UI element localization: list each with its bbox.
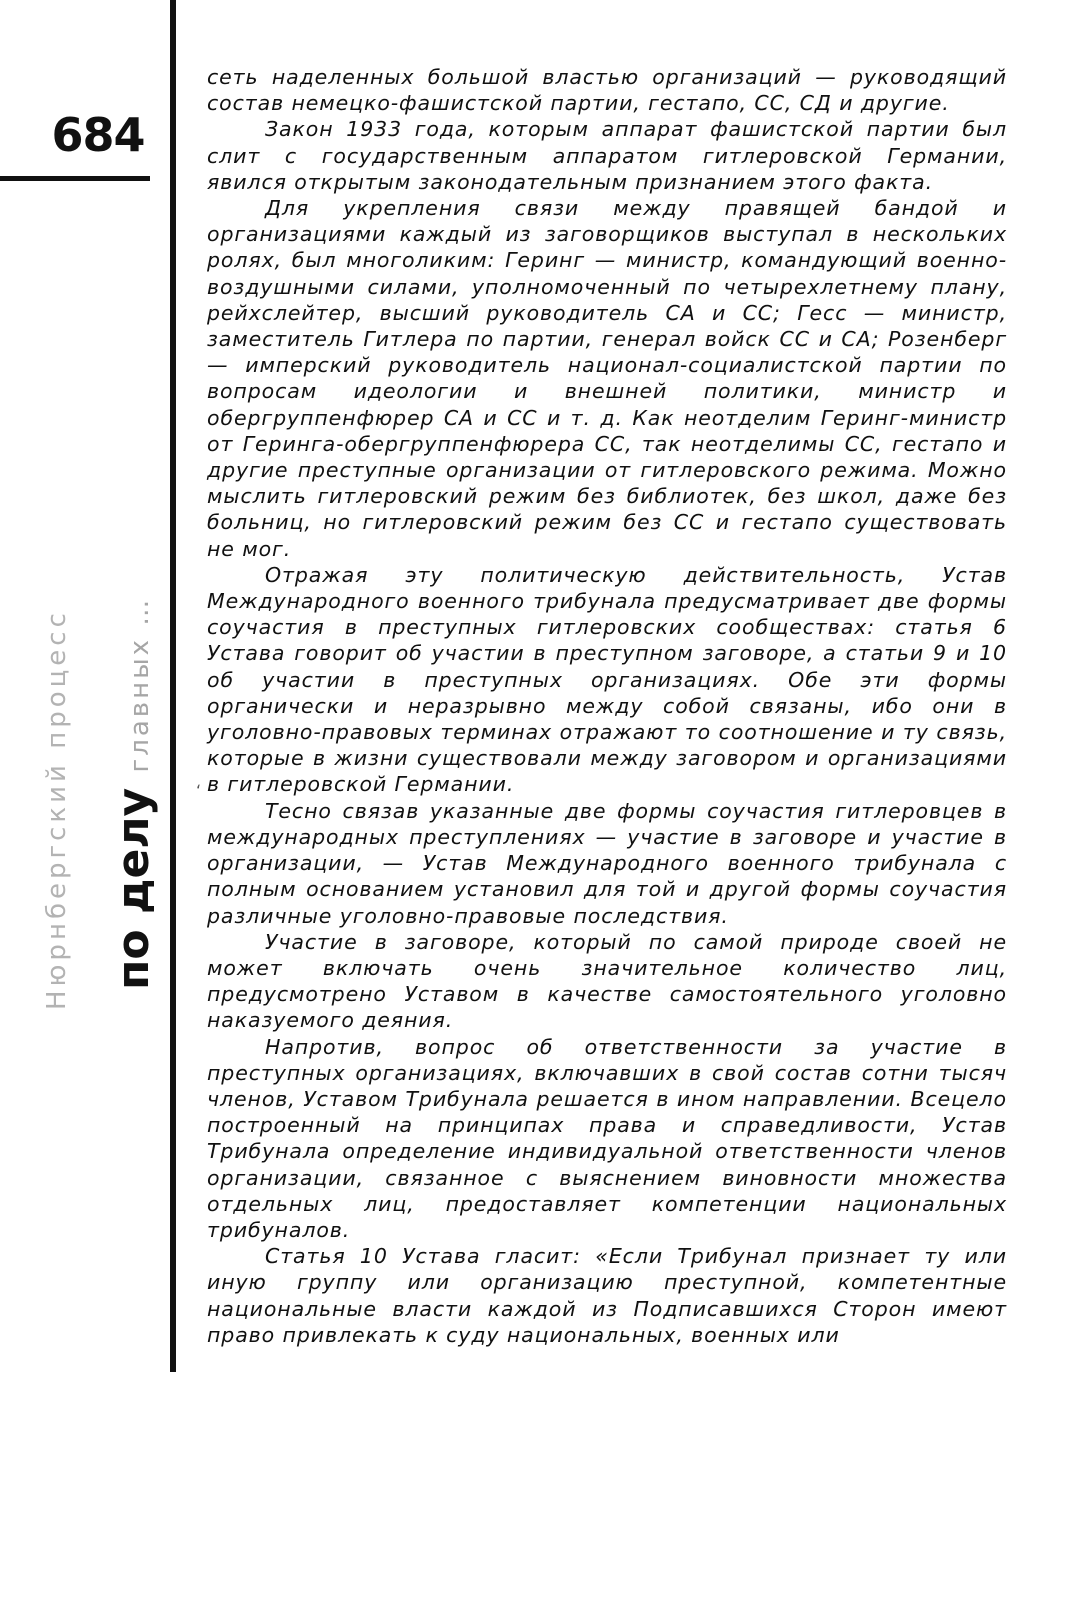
page-number: 684 [51, 108, 145, 162]
header-rule [0, 176, 150, 181]
running-title-main: по делу [108, 787, 159, 990]
running-title-faint: Нюрнбергский процесс [42, 609, 72, 1010]
paragraph: Напротив, вопрос об ответственности за участие в преступных организациях, включавших в свой состав сотни тысяч членов, Уставом Трибунала решается в ином направлении. Всецело построенный на принципах права и справедливости, Устав Трибунала определение индивидуальной ответственности членов организации, связанное с выяснением виновности множества отдельных лиц, предоставляет компетенции национальных трибуналов. [207, 1034, 1007, 1242]
body-text [207, 64, 1007, 1348]
paragraph-continuation: сеть наделенных большой властью организаций — руководящий состав немецко-фашистской партии, гестапо, СС, СД и другие. [207, 65, 1007, 116]
running-title-faded: главных … [125, 596, 155, 773]
margin-rule [170, 0, 176, 1372]
margin-mark: ‘ [196, 781, 202, 800]
paragraph: Отражая эту политическую действительность, Устав Международного военного трибунала предусматривает две формы соучастия в преступных гитлеровских сообществах: статья 6 Устава говорит об участии в преступном заговоре, а статьи 9 и 10 об участии в преступных организациях. Обе эти формы органически и неразрывно между собой связаны, ибо они в уголовно-правовых терминах отражают то соотношение и ту связь, которые в жизни существовали между заговором и организациями в гитлеровской Германии. [207, 562, 1007, 797]
paragraph: Статья 10 Устава гласит: «Если Трибунал признает ту или иную группу или организацию преступной, компетентные национальные власти каждой из Подписавшихся Сторон имеют право привлекать к суду национальных, военных или [207, 1244, 1007, 1347]
paragraph: Тесно связав указанные две формы соучастия гитлеровцев в международных преступлениях — участие в заговоре и участие в организации, — Устав Международного военного трибунала с полным основанием установил для той и другой формы соучастия различные уголовно-правовые последствия. [207, 798, 1007, 928]
running-title [108, 596, 159, 990]
paragraph: Участие в заговоре, который по самой природе своей не может включать очень значительное количество лиц, предусмотрено Уставом в качестве самостоятельного уголовно наказуемого деяния. [207, 929, 1007, 1033]
paragraph: Для укрепления связи между правящей бандой и организациями каждый из заговорщиков выступал в нескольких ролях, был многоликим: Геринг — министр, командующий военно-воздушными силами, уполномоченный по четырехлетнему плану, рейхслейтер, высший руководитель СА и СС; Гесс — министр, заместитель Гитлера по партии, генерал войск СС и СА; Розенберг — имперский руководитель национал-социалистской партии по вопросам идеологии и внешней политики, министр и обергруппенфюрер СА и СС и т. д. Как неотделим Геринг-министр от Геринга-обергруппенфюрера СС, так неотделимы СС, гестапо и другие преступные организации от гитлеровского режима. Можно мыслить гитлеровский режим без библиотек, без школ, даже без больниц, но гитлеровский режим без СС и гестапо существовать не мог. [207, 196, 1007, 561]
paragraph: Закон 1933 года, которым аппарат фашистской партии был слит с государственным аппаратом гитлеровской Германии, явился открытым законодательным признанием этого факта. [207, 117, 1007, 194]
